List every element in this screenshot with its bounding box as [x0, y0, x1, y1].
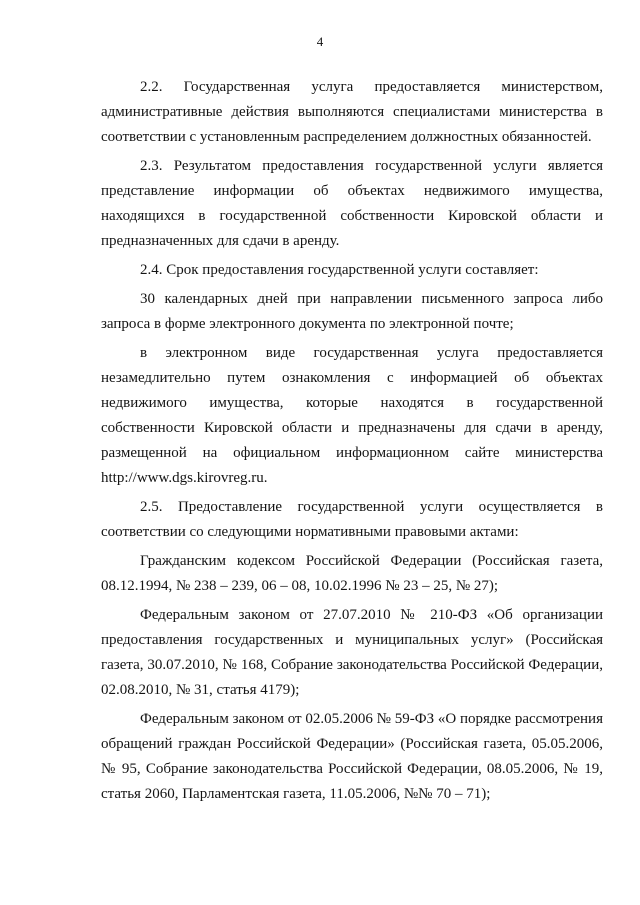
- paragraph-law-59: Федеральным законом от 02.05.2006 № 59-ФЗ «О порядке рассмотрения обращений граждан Российской Федерации» (Российская газета, 05.05.2006, № 95, Собрание законодательства Российской Федерации, 08.05.2006, № 19, статья 2060, Парламентская газета, 11.05.2006, №№ 70 – 71);: [101, 711, 603, 802]
- paragraph-2-3: 2.3. Результатом предоставления государственной услуги является представление информации об объектах недвижимого имущества, находящихся в государственной собственности Кировской области и предназначенных для сдачи в аренду.: [101, 158, 603, 249]
- paragraph-law-210: Федеральным законом от 27.07.2010 № 210-ФЗ «Об организации предоставления государственных и муниципальных услуг» (Российская газета, 30.07.2010, № 168, Собрание законодательства Российской Федерации, 02.08.2010, № 31, статья 4179);: [101, 607, 603, 698]
- document-body: [101, 75, 603, 811]
- paragraph-2-4: 2.4. Срок предоставления государственной услуги составляет:: [140, 262, 539, 278]
- page-number: 4: [316, 34, 324, 49]
- paragraph-term-written: 30 календарных дней при направлении письменного запроса либо запроса в форме электронного документа по электронной почте;: [101, 291, 603, 332]
- paragraph-term-electronic: в электронном виде государственная услуга предоставляется незамедлительно путем ознакомления с информацией об объектах недвижимого имущества, которые находятся в государственной собственности Кировской области и предназначены для сдачи в аренду, размещенной на официальном информационном сайте министерства http://www.dgs.kirovreg.ru.: [101, 345, 603, 486]
- paragraph-2-2: 2.2. Государственная услуга предоставляется министерством, административные действия выполняются специалистами министерства в соответствии с установленным распределением должностных обязанностей.: [101, 79, 603, 145]
- paragraph-civil-code: Гражданским кодексом Российской Федерации (Российская газета, 08.12.1994, № 238 – 239, 06 – 08, 10.02.1996 № 23 – 25, № 27);: [101, 553, 603, 594]
- paragraph-2-5: 2.5. Предоставление государственной услуги осуществляется в соответствии со следующими нормативными правовыми актами:: [101, 499, 603, 540]
